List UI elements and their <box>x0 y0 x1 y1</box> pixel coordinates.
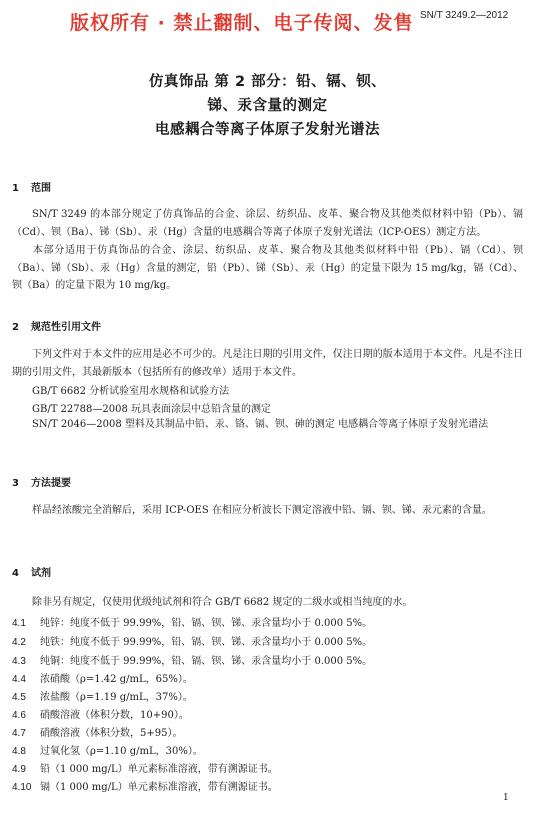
section-3-heading <box>12 474 71 489</box>
item-number: 4.10 <box>12 782 32 793</box>
section-2-paragraph-1 <box>12 346 523 381</box>
copyright-watermark: 版权所有 · 禁止翻制、电子传阅、发售 <box>70 12 414 34</box>
section-3-paragraph-1 <box>12 502 523 520</box>
title-line-2: 锑、汞含量的测定 <box>207 98 328 114</box>
page-number: 1 <box>503 793 509 803</box>
reagent-item <box>12 742 203 757</box>
section-4-heading <box>12 564 51 579</box>
section-2-heading <box>12 318 101 333</box>
item-text: 纯铁：纯度不低于 99.99%，铅、镉、钡、锑、汞含量均小于 0.000 5%。 <box>40 637 373 648</box>
section-number: 2 <box>12 322 19 333</box>
section-title: 方法提要 <box>31 478 71 489</box>
item-text: 硝酸溶液（体积分数，10+90）。 <box>40 710 189 721</box>
item-number: 4.6 <box>12 710 26 721</box>
normative-reference <box>12 416 523 434</box>
title-line-1: 仿真饰品 第 2 部分：铅、镉、钡、 <box>148 74 387 90</box>
item-number: 4.9 <box>12 764 26 775</box>
item-text: 浓硝酸（ρ=1.42 g/mL，65%）。 <box>40 674 193 685</box>
section-number: 3 <box>12 478 19 489</box>
reagent-item <box>12 688 193 703</box>
item-text: 浓盐酸（ρ=1.19 g/mL，37%）。 <box>40 692 193 703</box>
reagent-item <box>12 633 372 648</box>
item-text: 铅（1 000 mg/L）单元素标准溶液，带有溯源证书。 <box>40 764 278 775</box>
item-text: 纯铜：纯度不低于 99.99%，铅、镉、钡、锑、汞含量均小于 0.000 5%。 <box>40 656 373 667</box>
section-number: 1 <box>12 183 19 194</box>
standard-number: SN/T 3249.2—2012 <box>420 10 509 21</box>
reagent-item <box>12 724 182 739</box>
section-1-heading <box>12 179 51 194</box>
paragraph-text: SN/T 3249 的本部分规定了仿真饰品的合金、涂层、纺织品、皮革、聚合物及其他类似材料中铅（Pb）、镉（Cd）、钡（Ba）、锑（Sb）、汞（Hg）含量的电感耦合等离子体原子发射光谱法（ICP-OES）测定方法。 <box>12 209 523 238</box>
paragraph-text: SN/T 2046—2008 塑料及其制品中铅、汞、铬、镉、钡、砷的测定 电感耦合等离子体原子发射光谱法 <box>32 419 489 430</box>
title-line-3: 电感耦合等离子体原子发射光谱法 <box>155 122 380 138</box>
item-number: 4.4 <box>12 674 26 685</box>
section-title: 范围 <box>31 183 51 194</box>
item-text: 硝酸溶液（体积分数，5+95）。 <box>40 728 183 739</box>
reagent-item <box>12 706 189 721</box>
section-title: 规范性引用文件 <box>31 322 101 333</box>
item-number: 4.7 <box>12 728 26 739</box>
paragraph-text: 样品经浓酸完全消解后，采用 ICP-OES 在相应分析波长下测定溶液中铅、镉、钡、锑、汞元素的含量。 <box>32 505 492 516</box>
section-1-paragraph-2 <box>12 242 523 295</box>
reagent-item <box>12 652 372 667</box>
item-text: 过氧化氢（ρ=1.10 g/mL，30%）。 <box>40 746 203 757</box>
reagent-item <box>12 778 278 793</box>
normative-reference: GB/T 6682 分析试验室用水规格和试验方法 <box>32 386 230 397</box>
paragraph-text: 下列文件对于本文件的应用是必不可少的。凡是注日期的引用文件，仅注日期的版本适用于本文件。凡是不注日期的引用文件，其最新版本（包括所有的修改单）适用于本文件。 <box>12 349 523 378</box>
reagent-item <box>12 760 278 775</box>
reagent-item <box>12 670 193 685</box>
reagent-item <box>12 614 372 629</box>
paragraph-text: 本部分适用于仿真饰品的合金、涂层、纺织品、皮革、聚合物及其他类似材料中铅（Pb）、镉（Cd）、钡（Ba）、锑（Sb）、汞（Hg）含量的测定，铅（Pb）、锑（Sb）、汞（Hg）的定量下限为 15 mg/kg，镉（Cd）、钡（Ba）的定量下限为 10 mg/kg。 <box>12 245 523 292</box>
section-1-paragraph-1 <box>12 206 523 241</box>
item-text: 纯锌：纯度不低于 99.99%，铅、镉、钡、锑、汞含量均小于 0.000 5%。 <box>40 618 373 629</box>
item-number: 4.1 <box>12 618 26 629</box>
section-4-intro: 除非另有规定，仅使用优级纯试剂和符合 GB/T 6682 规定的二级水或相当纯度的水。 <box>32 597 413 608</box>
normative-reference: GB/T 22788—2008 玩具表面涂层中总铅含量的测定 <box>32 404 271 415</box>
section-title: 试剂 <box>31 568 51 579</box>
item-number: 4.8 <box>12 746 26 757</box>
item-number: 4.3 <box>12 656 26 667</box>
item-number: 4.2 <box>12 637 26 648</box>
item-number: 4.5 <box>12 692 26 703</box>
item-text: 镉（1 000 mg/L）单元素标准溶液，带有溯源证书。 <box>40 782 278 793</box>
section-number: 4 <box>12 568 19 579</box>
